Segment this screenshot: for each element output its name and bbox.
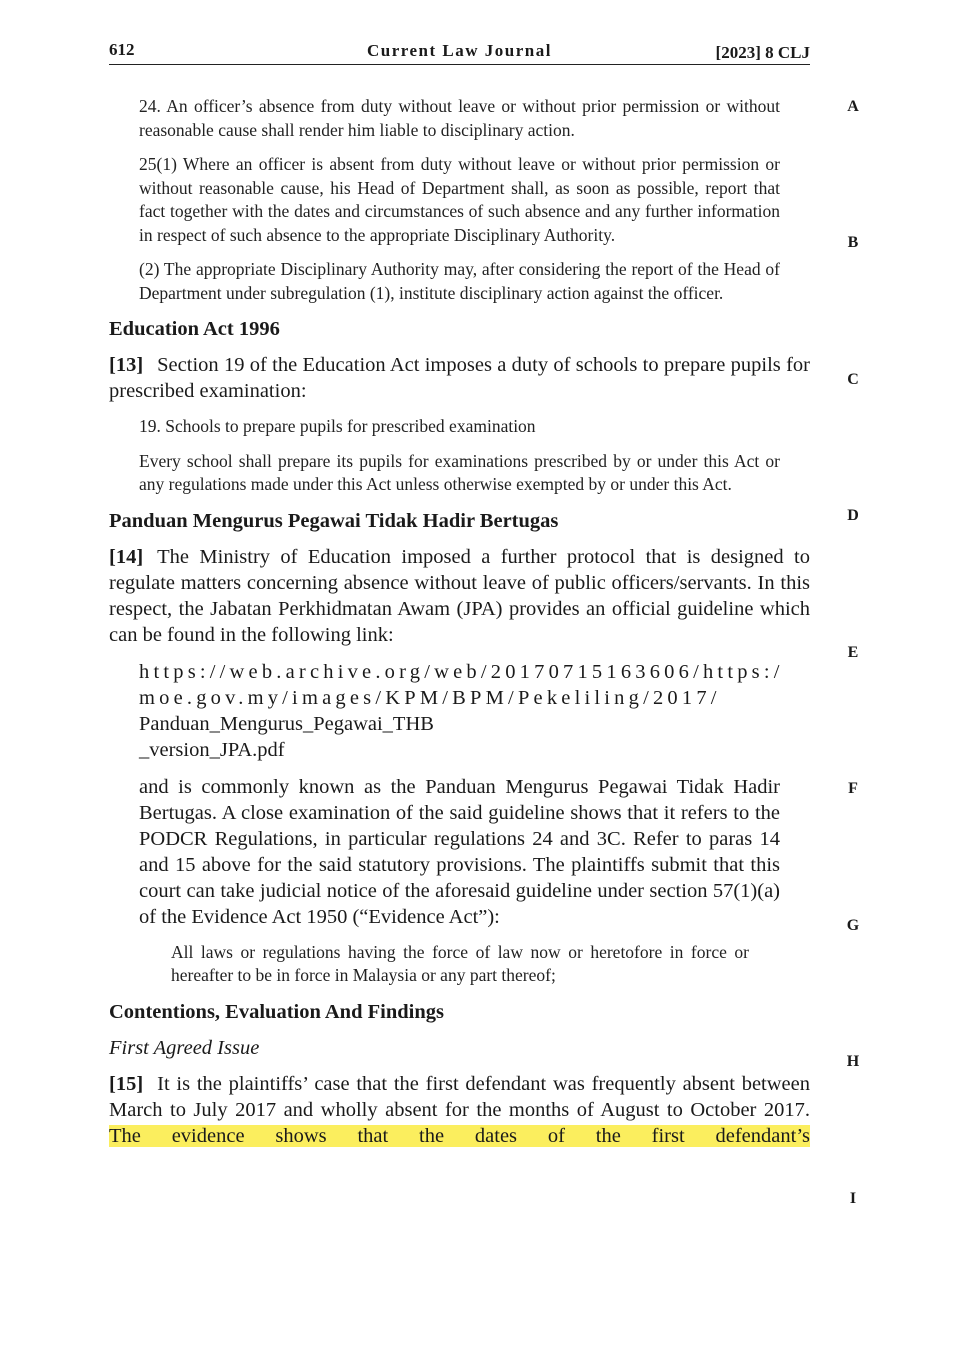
- heading-contentions: Contentions, Evaluation And Findings: [109, 1000, 444, 1023]
- quote-regulation-25-1: 25(1) Where an officer is absent from duty without leave or without prior permission or without reasonable cause, his Head of Department shall, as soon as possible, report that fact together with the dates and circumstances of such absence and any further information in respect of such absence to the appropriate Disciplinary Authority.: [139, 154, 780, 245]
- paragraph-13: [109, 352, 810, 404]
- margin-letter-c: C: [847, 371, 859, 388]
- link-line[interactable]: https://web.archive.org/web/20170715163606/https:/: [139, 660, 784, 683]
- paragraph-number: [15]: [109, 1072, 144, 1095]
- paragraph-15: [109, 1071, 810, 1149]
- quote-regulation-25-2: (2) The appropriate Disciplinary Authority may, after considering the report of the Head of Department under subregulation (1), institute disciplinary action against the officer.: [139, 259, 780, 303]
- paragraph-14: [109, 544, 810, 648]
- margin-letter-e: E: [847, 644, 859, 661]
- margin-letter-d: D: [847, 507, 859, 524]
- margin-letter-a: A: [847, 98, 859, 115]
- guideline-link[interactable]: [139, 659, 784, 763]
- margin-letter-h: H: [846, 1053, 860, 1070]
- highlighted-text: The evidence shows that the dates of the first defendant’s: [109, 1124, 810, 1147]
- quote-evidence-act: All laws or regulations having the force of law now or heretofore in force or hereafter to be in force in Malaysia or any part thereof;: [171, 941, 749, 985]
- paragraph-14-continued: and is commonly known as the Panduan Mengurus Pegawai Tidak Hadir Bertugas. A close examination of the said guideline shows that it refers to the PODCR Regulations, in particular regulations 24 and 3C. Refer to paras 14 and 15 above for the said statutory provisions. The plaintiffs submit that this court can take judicial notice of the aforesaid guideline under section 57(1)(a) of the Evidence Act 1950 (“Evidence Act”):: [139, 775, 780, 928]
- subheading-first-agreed-issue: First Agreed Issue: [109, 1036, 260, 1059]
- link-line[interactable]: moe.gov.my/images/KPM/BPM/Pekeliling/2017/: [139, 686, 721, 709]
- margin-letter-f: F: [848, 780, 858, 797]
- page-body: [109, 95, 810, 1160]
- margin-letter-g: G: [846, 917, 860, 934]
- paragraph-text: Section 19 of the Education Act imposes a duty of schools to prepare pupils for prescribed examination:: [109, 354, 810, 402]
- margin-letter-i: I: [849, 1190, 857, 1207]
- margin-letter-b: B: [847, 234, 859, 251]
- running-header: [109, 38, 810, 65]
- page-number: 612: [109, 40, 135, 59]
- quote-section-19-text: Every school shall prepare its pupils for examinations prescribed by or under this Act or any regulations made under this Act unless otherwise exempted by or under this Act.: [139, 450, 780, 494]
- paragraph-text: It is the plaintiffs’ case that the first defendant was frequently absent between March to July 2017 and wholly absent for the months of August to October 2017.: [109, 1072, 810, 1121]
- citation: [2023] 8 CLJ: [715, 43, 810, 62]
- quote-section-19-title: 19. Schools to prepare pupils for prescribed examination: [139, 416, 536, 436]
- quote-regulation-24: 24. An officer’s absence from duty without leave or without prior permission or without reasonable cause shall render him liable to disciplinary action.: [139, 96, 780, 140]
- heading-education-act: Education Act 1996: [109, 318, 280, 340]
- heading-panduan: Panduan Mengurus Pegawai Tidak Hadir Bertugas: [109, 509, 559, 532]
- journal-title: Current Law Journal: [367, 41, 552, 60]
- link-line[interactable]: _version_JPA.pdf: [139, 738, 285, 761]
- paragraph-number: [14]: [109, 545, 144, 568]
- link-line[interactable]: Panduan_Mengurus_Pegawai_THB: [139, 712, 434, 735]
- paragraph-number: [13]: [109, 354, 144, 376]
- paragraph-text: The Ministry of Education imposed a further protocol that is designed to regulate matters concerning absence without leave of public officers/servants. In this respect, the Jabatan Perkhidmatan Awam (JPA) provides an official guideline which can be found in the following link:: [109, 545, 810, 646]
